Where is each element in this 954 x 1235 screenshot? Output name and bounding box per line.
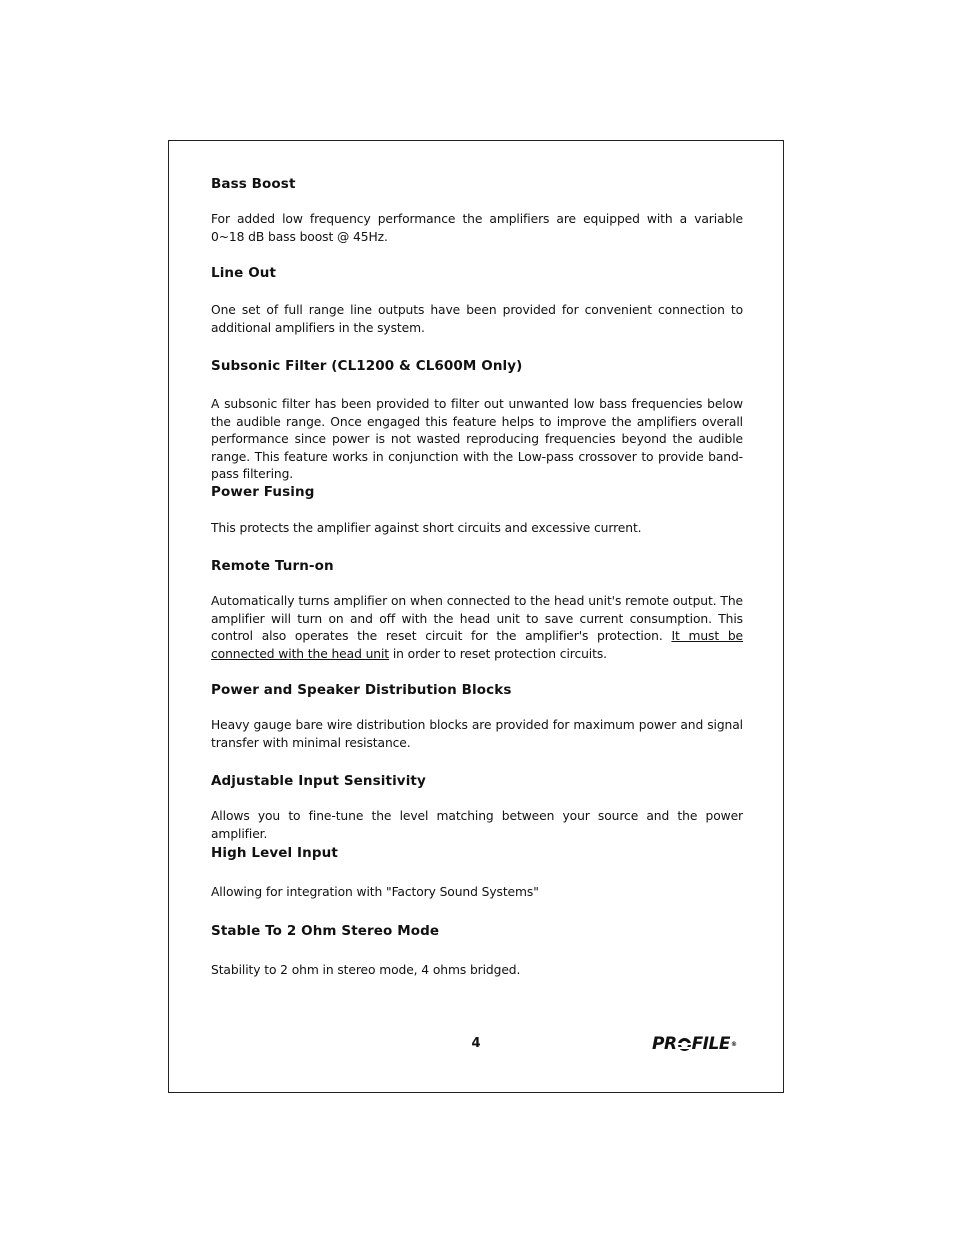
heading-stable-2-ohm: Stable To 2 Ohm Stereo Mode (211, 923, 440, 939)
heading-bass-boost: Bass Boost (211, 176, 296, 192)
heading-power-fusing: Power Fusing (211, 484, 315, 500)
paragraph-bass-boost: For added low frequency performance the amplifiers are equipped with a variable 0~18 dB bass boost @ 45Hz. (211, 212, 743, 244)
heading-remote-turn-on: Remote Turn-on (211, 558, 334, 574)
logo-registered-mark: ® (730, 1040, 737, 1048)
paragraph-high-level-input: Allowing for integration with "Factory Sound Systems" (211, 885, 539, 899)
heading-distribution-blocks: Power and Speaker Distribution Blocks (211, 682, 512, 698)
heading-line-out: Line Out (211, 265, 277, 281)
heading-high-level-input: High Level Input (211, 845, 338, 861)
logo-o-mark-icon (678, 1038, 691, 1051)
paragraph-power-fusing: This protects the amplifier against short circuits and excessive current. (211, 521, 642, 535)
paragraph-remote-turn-on (211, 593, 743, 663)
paragraph-subsonic-filter: A subsonic filter has been provided to filter out unwanted low bass frequencies below the audible range. Once engaged this feature helps to improve the amplifiers overall performance since power is not wasted reproducing frequencies beyond the audible range. This feature works in conjunction with the Low-pass crossover to provide band-pass filtering. (211, 397, 743, 481)
profile-logo (652, 1034, 736, 1054)
paragraph-input-sensitivity: Allows you to fine-tune the level matching between your source and the power amplifier. (211, 809, 743, 841)
heading-input-sensitivity: Adjustable Input Sensitivity (211, 773, 426, 789)
remote-text: Automatically turns amplifier on when connected to the head unit's remote output. The amplifier will turn on and off with the head unit to save current consumption. This control also operates the reset circuit for the amplifier's protection. (211, 594, 743, 643)
logo-text-right: FILE (691, 1034, 730, 1054)
paragraph-distribution-blocks: Heavy gauge bare wire distribution blocks are provided for maximum power and signal transfer with minimal resistance. (211, 718, 743, 750)
paragraph-line-out: One set of full range line outputs have been provided for convenient connection to additional amplifiers in the system. (211, 303, 743, 335)
paragraph-stable-2-ohm: Stability to 2 ohm in stereo mode, 4 ohms bridged. (211, 963, 521, 977)
logo-text-left: PR (652, 1034, 677, 1054)
page-number: 4 (471, 1036, 481, 1051)
heading-subsonic-filter: Subsonic Filter (CL1200 & CL600M Only) (211, 358, 523, 374)
remote-underlined-text: It must be connected with the head unit (211, 629, 743, 661)
remote-text-after: in order to reset protection circuits. (389, 646, 607, 661)
